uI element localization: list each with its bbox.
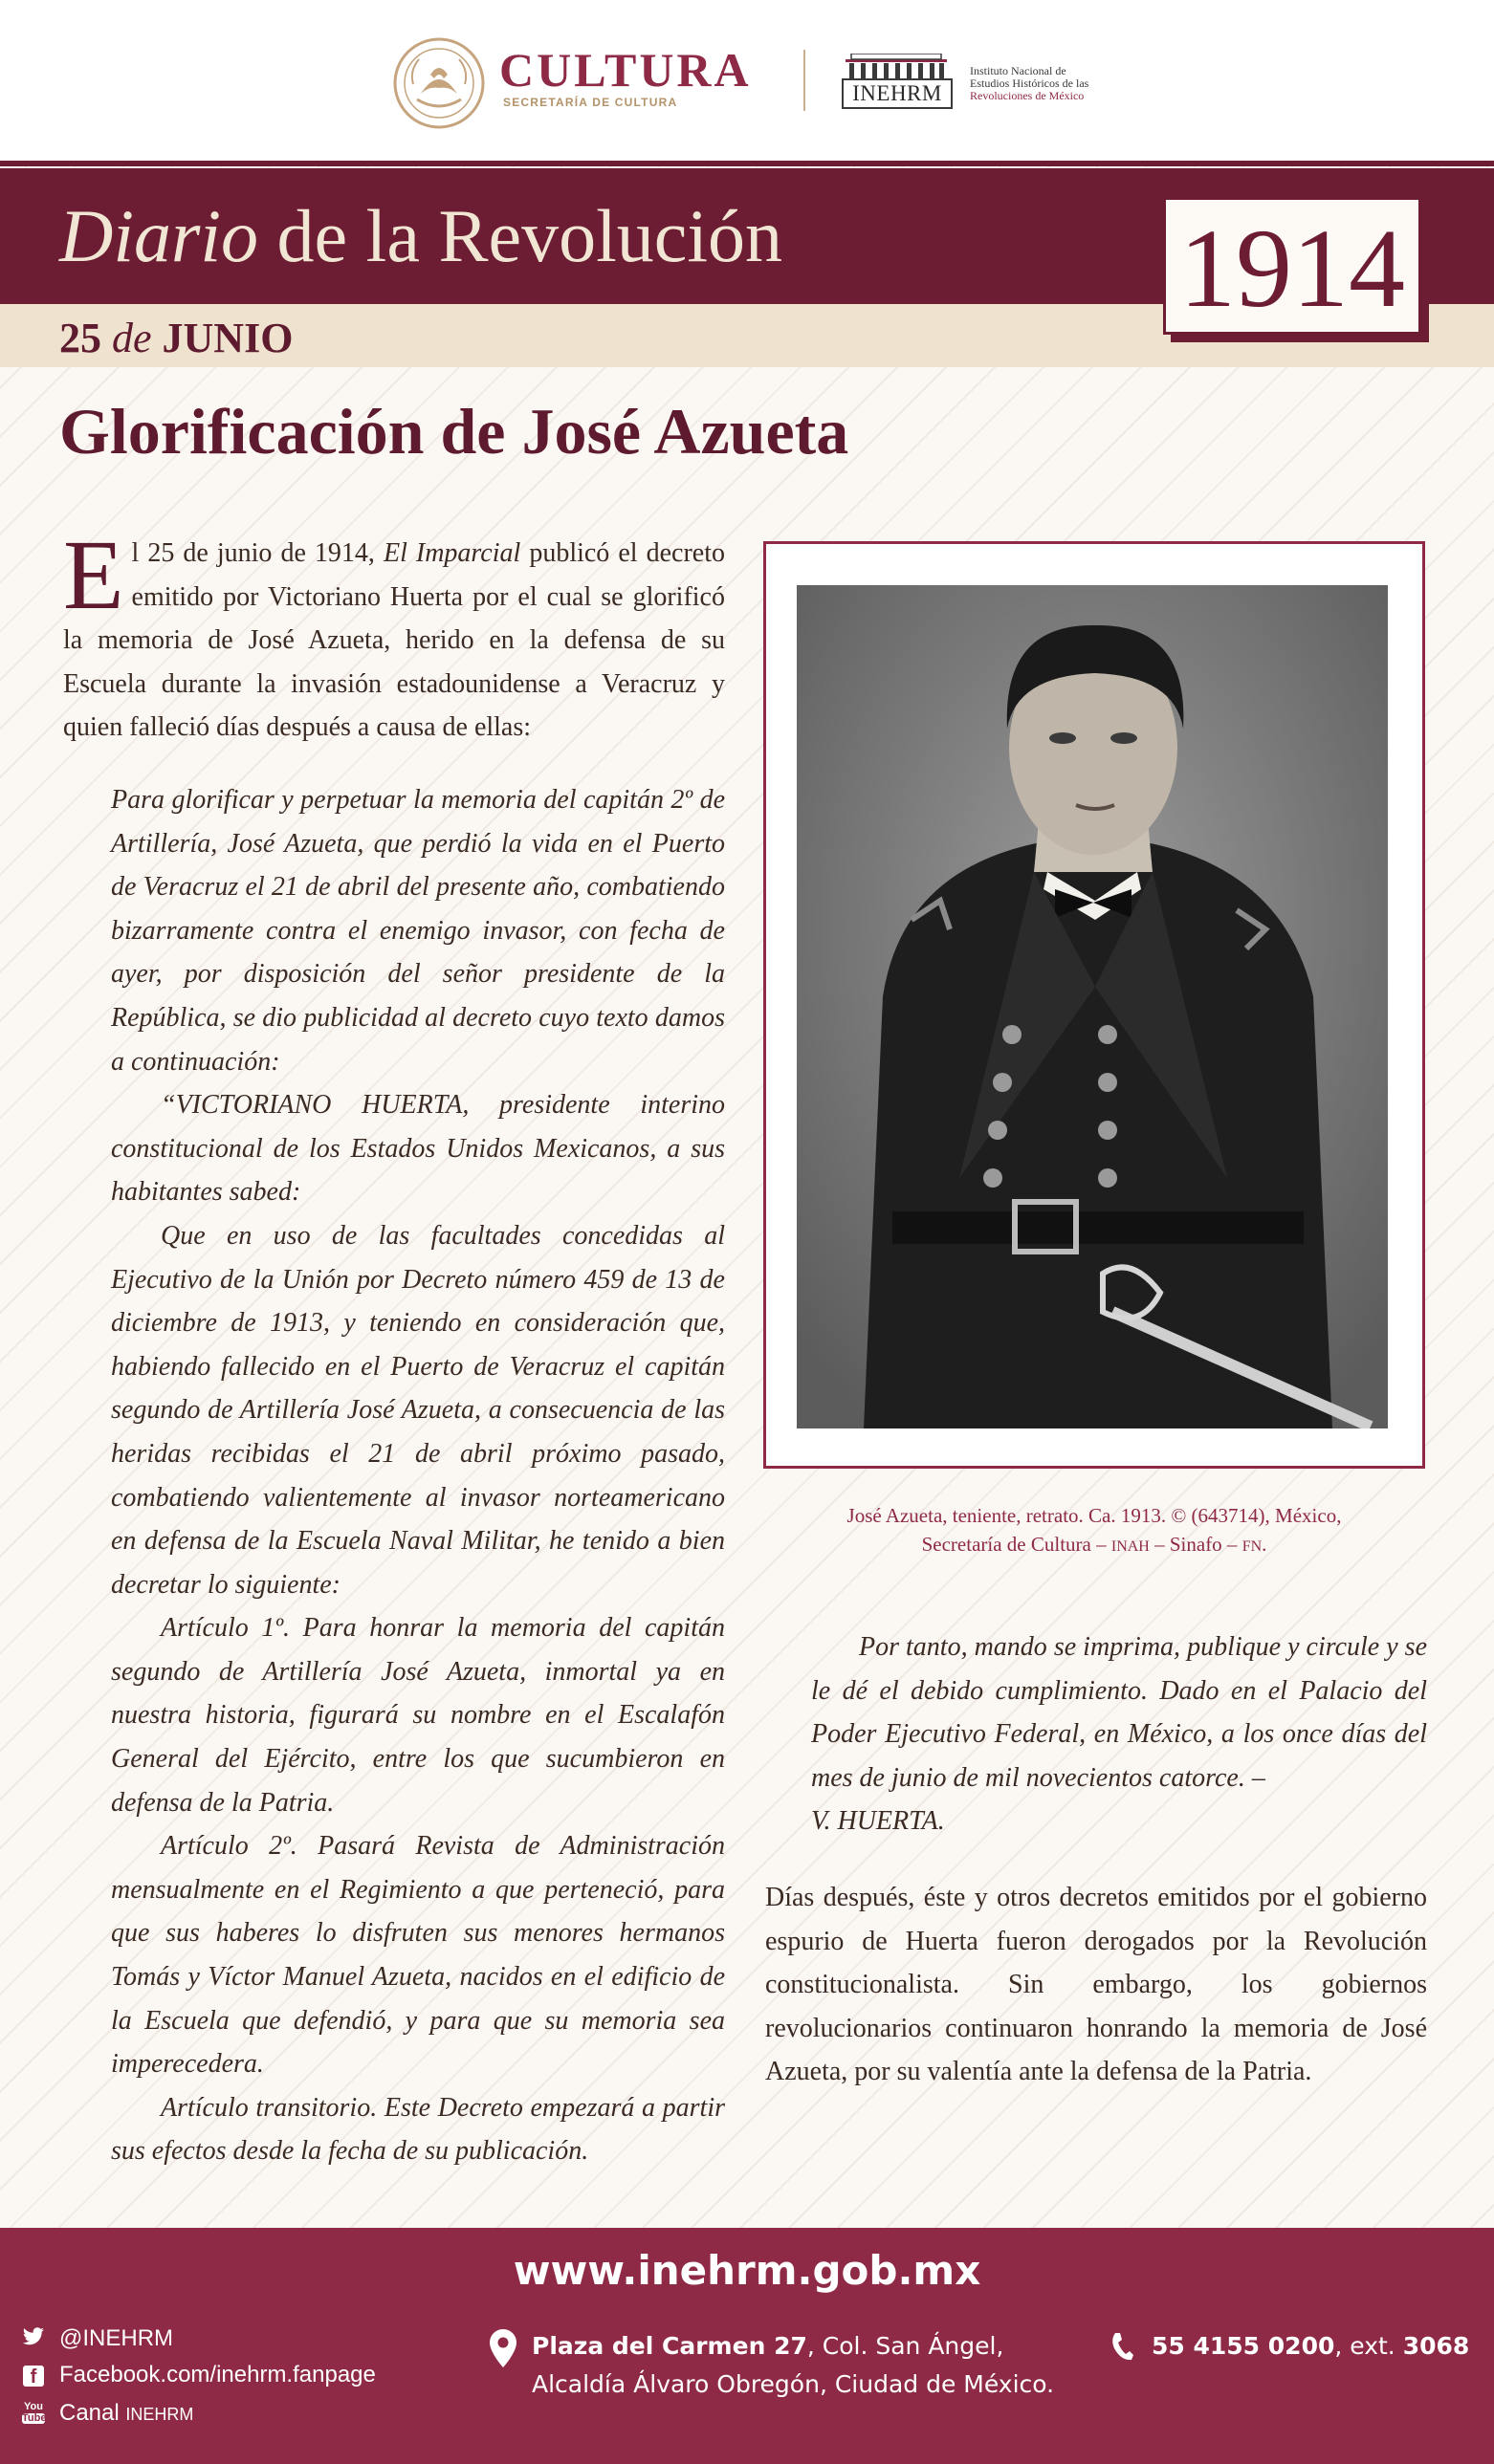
inehrm-logo [842, 54, 951, 109]
phone-ext-label: , ext. [1334, 2332, 1403, 2360]
quote-paragraph: “VICTORIANO HUERTA, presidente interino constitucional de los Estados Unidos Mexicanos, a sus habitantes sabed: [111, 1090, 725, 1208]
quote-paragraph: Artículo transitorio. Este Decreto empezará a partir sus efectos desde la fecha de su publicación. [111, 2092, 725, 2167]
address-line [532, 2327, 1054, 2366]
youtube-icon [21, 2401, 46, 2428]
phone-main: 55 4155 0200 [1152, 2332, 1335, 2360]
inehrm-desc-line: Revoluciones de México [970, 89, 1085, 102]
cultura-subtitle: SECRETARÍA DE CULTURA [503, 96, 678, 109]
national-seal-icon [392, 36, 486, 130]
address-colonia: , Col. San Ángel, [806, 2332, 1004, 2360]
caption-credit-b: – Sinafo – [1149, 1533, 1242, 1556]
date-line [59, 314, 293, 362]
logo-divider [803, 50, 805, 111]
epilogue-paragraph: Días después, éste y otros decretos emitidos por el gobierno espurio de Huerta fueron derogados por la Revolución constitucionalista. Sin embargo, los gobiernos revolucionarios continuaron honrando la memoria de José Azueta, por su valentía ante la defensa de la Patria. [765, 1883, 1427, 2087]
cultura-logo-text: CULTURA [499, 43, 752, 97]
banner-top-rule [0, 161, 1494, 166]
facebook-url: Facebook.com/inehrm.fanpage [59, 2362, 376, 2388]
twitter-link[interactable] [21, 2325, 173, 2353]
youtube-prefix: Canal [59, 2400, 126, 2426]
intro-text-a: l 25 de junio de 1914, [131, 538, 384, 568]
phone-icon [1110, 2331, 1134, 2362]
caption-credit-c: . [1262, 1533, 1267, 1556]
year-box: 1914 [1163, 197, 1421, 335]
quote-paragraph: Que en uso de las facultades concedidas al Ejecutivo de la Unión por Decreto número 459 de 13 de diciembre de 1913, y teniendo en consideración que, habiendo fallecido en el Puerto de Veracruz el capitán segundo de Artillería José Azueta, a consecuencia de las heridas recibidas el 21 de abril próximo pasado, combatiendo valientemente al invasor norteamericano en defensa de la Escuela Naval Militar, he tenido a bien decretar lo siguiente: [111, 1220, 725, 1600]
portrait-photo [797, 585, 1388, 1428]
caption-credit-a: Secretaría de Cultura – [921, 1533, 1111, 1556]
decree-closing [811, 1625, 1427, 1843]
inehrm-description [970, 65, 1088, 102]
inehrm-desc-line: Estudios Históricos de las [970, 76, 1089, 90]
closing-signature: V. HUERTA. [811, 1806, 945, 1837]
website-link[interactable]: www.inehrm.gob.mx [513, 2247, 981, 2294]
series-title [59, 194, 783, 277]
newspaper-name: El Imparcial [383, 538, 521, 568]
caption-line [765, 1530, 1423, 1561]
quote-paragraph: Para glorificar y perpetuar la memoria del capitán 2º de Artillería, José Azueta, que perdió la vida en el Puerto de Veracruz el 21 de abril del presente año, combatiendo bizarramente contra el enemigo invasor, con fecha de ayer, por disposición del señor presidente de la República, se dio publicidad al decreto cuyo texto damos a continuación: [111, 785, 725, 1077]
address-street: Plaza del Carmen 27 [532, 2332, 807, 2360]
date-month: JUNIO [162, 315, 294, 361]
closing-text: Por tanto, mando se imprima, publique y circule y se le dé el debido cumplimiento. Dado en el Palacio del Poder Ejecutivo Federal, en México, a los once días del mes de junio de mil novecientos catorce. – [811, 1632, 1427, 1793]
decree-quote [111, 778, 725, 2173]
facebook-icon: f [21, 2363, 46, 2389]
photo-caption [765, 1501, 1423, 1561]
intro-paragraph [63, 520, 725, 750]
twitter-handle: @INEHRM [59, 2325, 174, 2351]
address-line: Alcaldía Álvaro Obregón, Ciudad de México. [532, 2370, 1055, 2398]
series-title-rest: de la Revolución [258, 194, 783, 277]
youtube-icon-you: You [24, 2400, 43, 2412]
facebook-link[interactable] [21, 2362, 376, 2389]
quote-paragraph: Artículo 1º. Para honrar la memoria del capitán segundo de Artillería José Azueta, inmortal ya en nuestra historia, figurará su nombre en el Escalafón General del Ejército, entre los que sucumbieron en defensa de la Patria. [111, 1613, 725, 1818]
building-icon [844, 54, 949, 78]
caption-line: José Azueta, teniente, retrato. Ca. 1913. © (643714), México, [846, 1504, 1342, 1527]
address [532, 2327, 1054, 2404]
caption-fn: FN [1241, 1538, 1263, 1555]
inehrm-plate: INEHRM [842, 78, 953, 109]
drop-cap: E [63, 520, 124, 630]
article-title: Glorificación de José Azueta [59, 395, 849, 468]
intro-text-b: publicó el decreto emitido por Victoriano Huerta por el cual se glorificó la memoria de José Azueta, herido en la defensa de su Escuela durante la invasión estadounidense a Veracruz y quien falleció días después a causa de ellas: [63, 538, 725, 743]
inehrm-desc-line: Instituto Nacional de [970, 64, 1066, 77]
date-day: 25 [59, 315, 101, 361]
youtube-icon-tube: Tube [22, 2411, 47, 2424]
youtube-link[interactable] [21, 2400, 193, 2428]
quote-paragraph: Artículo 2º. Pasará Revista de Administración mensualmente en el Regimiento a que perteneció, para que sus haberes lo disfruten sus menores hermanos Tomás y Víctor Manuel Azueta, nacidos en el edificio de la Escuela que defendió, y para que su memoria sea imperecedera. [111, 1831, 725, 2080]
caption-inah: INAH [1110, 1538, 1150, 1555]
date-de: de [112, 315, 152, 361]
twitter-icon [21, 2326, 46, 2353]
youtube-channel: INEHRM [125, 2405, 194, 2424]
location-pin-icon [490, 2329, 516, 2367]
phone-number[interactable] [1152, 2327, 1469, 2366]
series-title-italic: Diario [59, 194, 259, 277]
phone-ext: 3068 [1402, 2332, 1470, 2360]
